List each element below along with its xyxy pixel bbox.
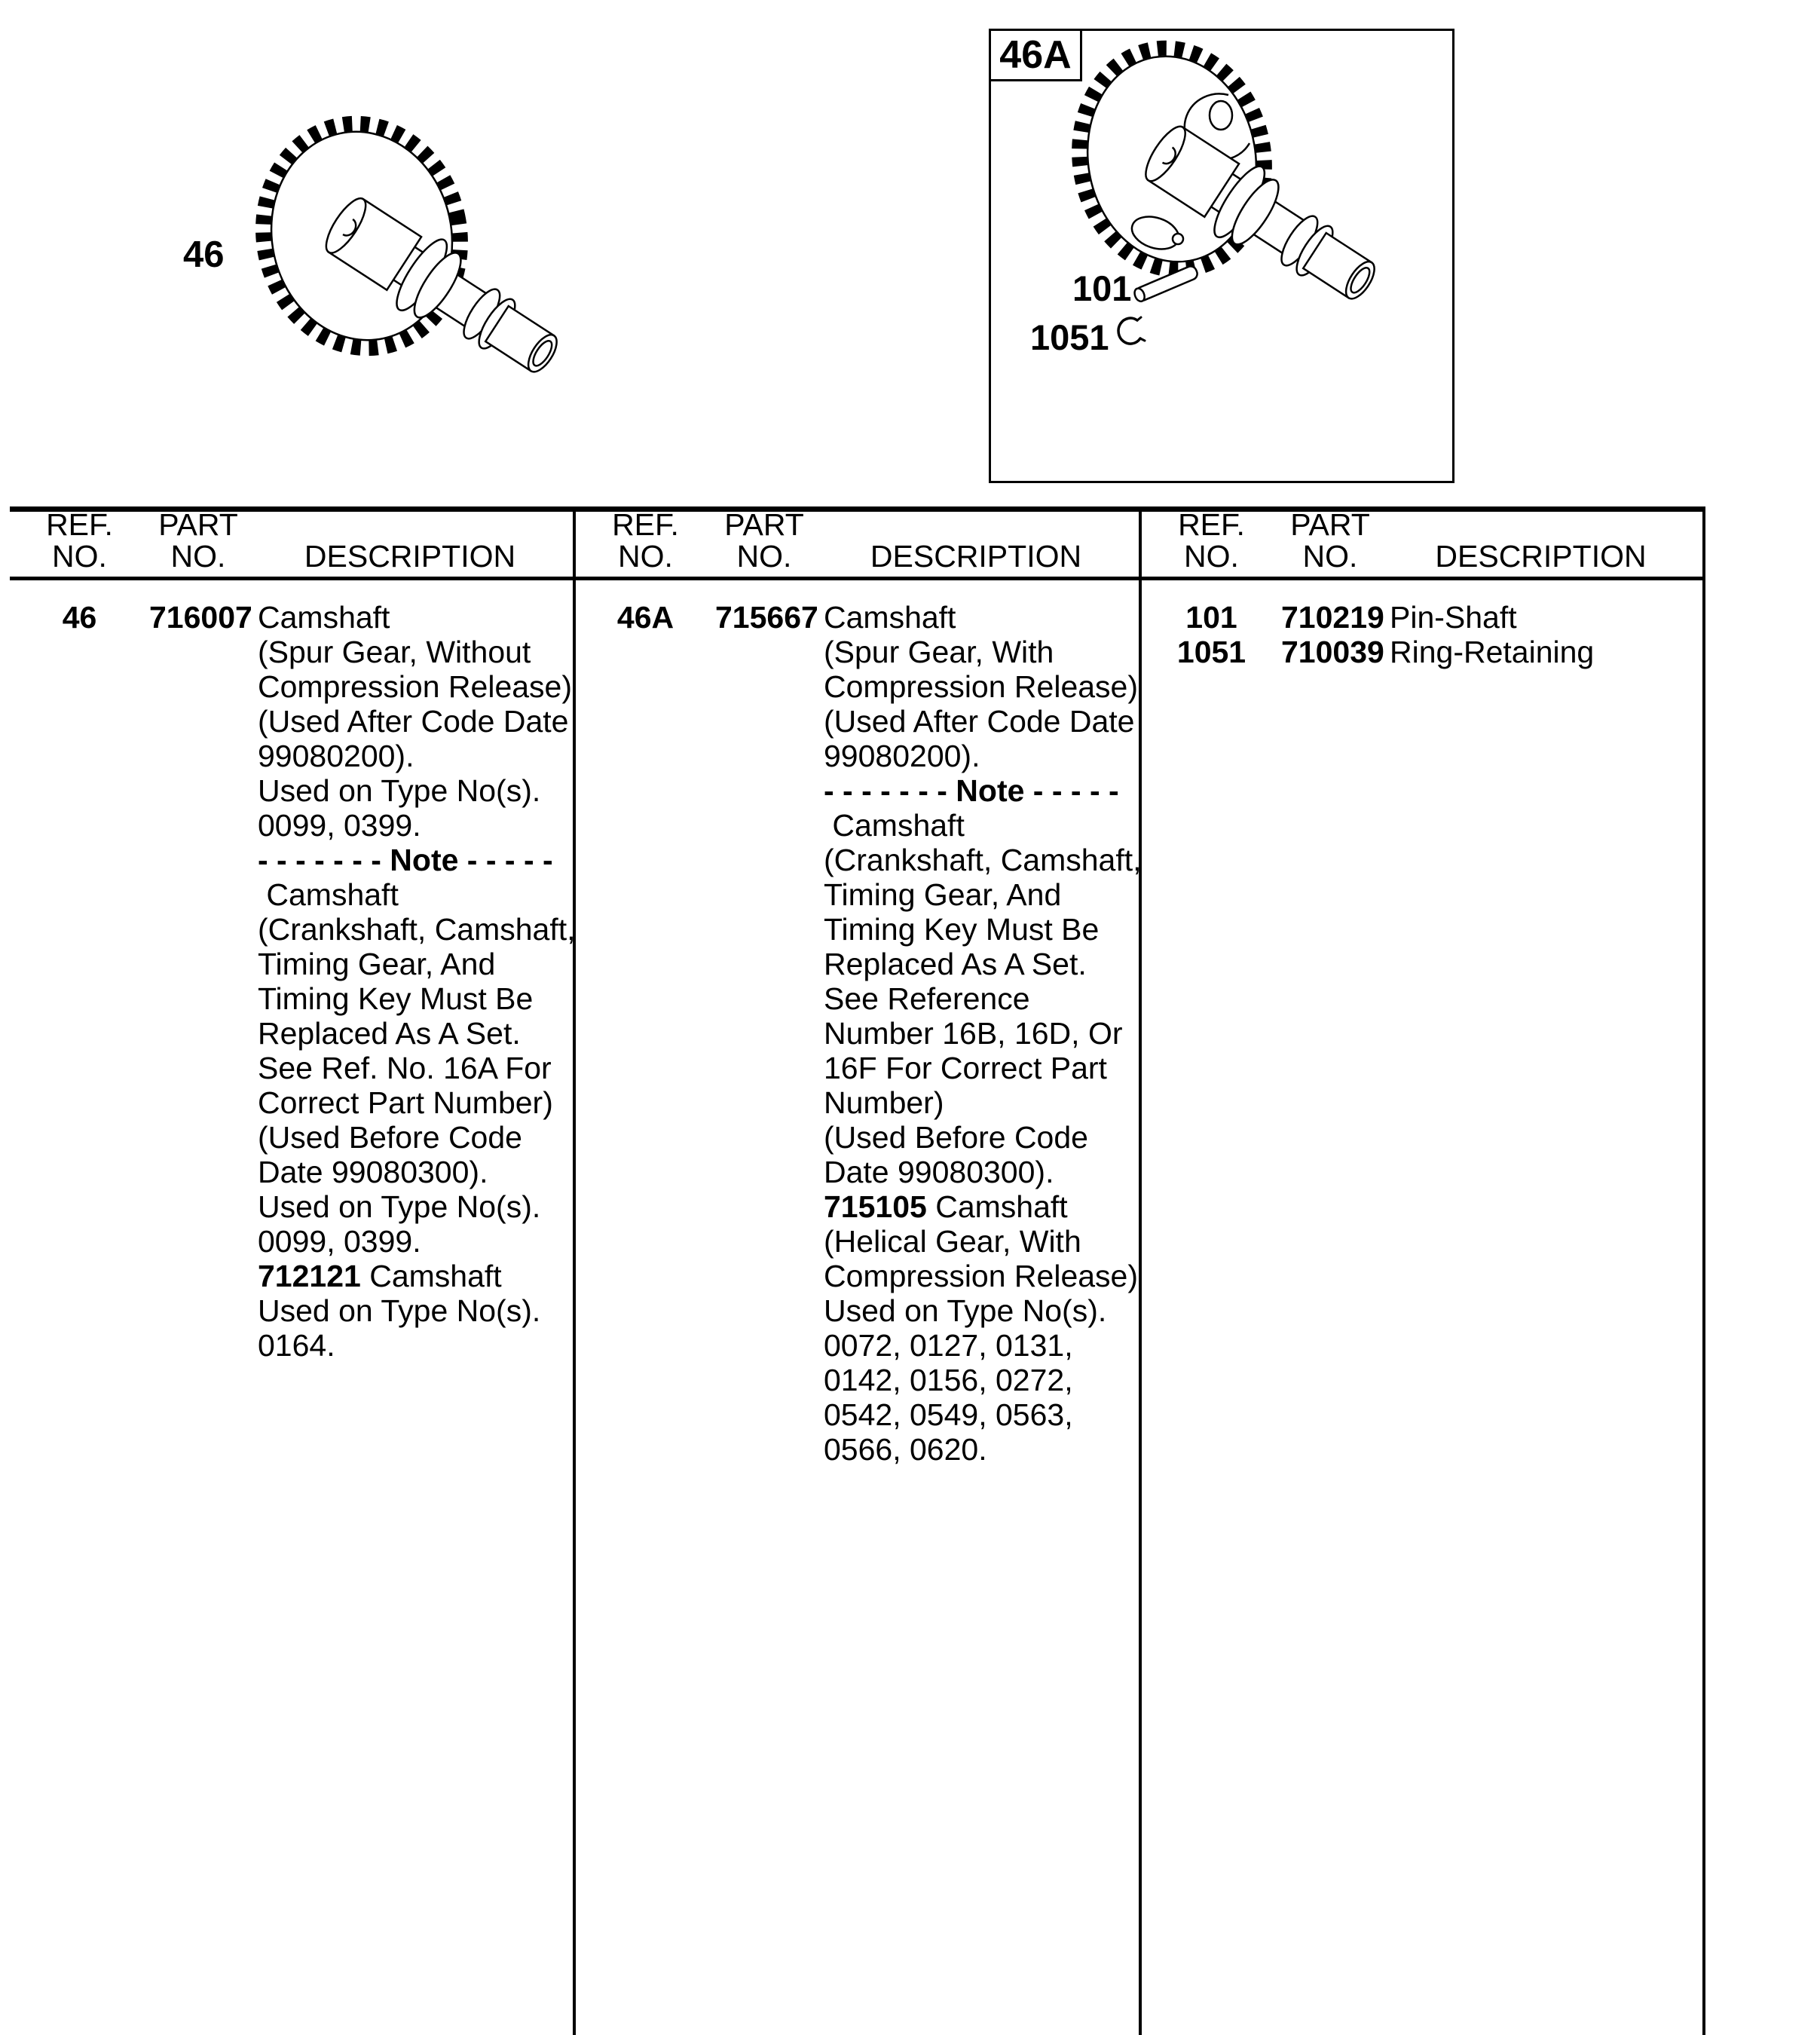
inset-figure-box bbox=[989, 29, 1454, 483]
ref-header: NO. bbox=[1184, 539, 1239, 574]
ref-1051-callout: 1051 bbox=[1030, 317, 1109, 357]
parts-column-2 bbox=[573, 507, 1142, 2035]
ref-46a-callout: 46A bbox=[989, 29, 1082, 81]
parts-column-3 bbox=[1139, 507, 1702, 2035]
part-header: NO. bbox=[1302, 539, 1358, 574]
parts-entry bbox=[1142, 600, 1702, 635]
retaining-ring-icon bbox=[1110, 311, 1148, 353]
ref-no: 46 bbox=[62, 600, 97, 635]
parts-entry bbox=[1142, 635, 1702, 669]
column-header bbox=[1142, 507, 1702, 580]
parts-entry bbox=[576, 600, 1142, 1467]
description-header: DESCRIPTION bbox=[1435, 539, 1647, 574]
part-no: 715667 bbox=[715, 600, 818, 635]
column-header bbox=[10, 507, 573, 580]
part-header: PART bbox=[158, 507, 238, 542]
entries bbox=[1142, 580, 1702, 669]
description: Ring-Retaining bbox=[1390, 635, 1595, 669]
parts-column-1 bbox=[10, 507, 576, 2035]
part-header: NO. bbox=[736, 539, 792, 574]
part-header: NO. bbox=[170, 539, 226, 574]
description: Pin-Shaft bbox=[1390, 600, 1517, 635]
ref-header: REF. bbox=[1178, 507, 1245, 542]
ref-no: 46A bbox=[616, 600, 674, 635]
ref-101-callout: 101 bbox=[1072, 268, 1132, 308]
part-header: PART bbox=[1290, 507, 1370, 542]
column-header bbox=[576, 507, 1139, 580]
ref-header: REF. bbox=[612, 507, 679, 542]
ref-header: NO. bbox=[52, 539, 107, 574]
ref-header: REF. bbox=[46, 507, 113, 542]
pin-shaft-icon bbox=[1125, 257, 1208, 310]
description: Camshaft (Spur Gear, With Compression Release) (Used After Code Date 99080200). - - - - - - - Note - - - - - Camshaft (Crankshaft, Camshaft, Timing Gear, And Timing Key Must Be Replaced As A Set. See Reference Number 16B, 16D, Or 16F For Correct Part Number) (Used Before Code Date 99080300). 715105 Camshaft (Helical Gear, With Compression Release) Used on Type No(s). 0072, 0127, 0131, 0142, 0156, 0272, 0542, 0549, 0563, 0566, 0620. bbox=[824, 600, 1142, 1467]
camshaft-46-drawing bbox=[226, 96, 580, 390]
part-header: PART bbox=[724, 507, 804, 542]
part-no: 716007 bbox=[149, 600, 252, 635]
ref-46-callout: 46 bbox=[183, 234, 225, 275]
ref-header: NO. bbox=[618, 539, 673, 574]
part-no: 710219 bbox=[1281, 600, 1384, 635]
ref-no: 101 bbox=[1185, 600, 1237, 635]
parts-table bbox=[10, 506, 1705, 2035]
part-no: 710039 bbox=[1281, 635, 1384, 669]
parts-entry bbox=[10, 600, 576, 1363]
entries bbox=[10, 580, 576, 1363]
description-header: DESCRIPTION bbox=[870, 539, 1082, 574]
description: Camshaft (Spur Gear, Without Compression Release) (Used After Code Date 99080200). Used on Type No(s). 0099, 0399. - - - - - - - Note - - - - - Camshaft (Crankshaft, Camshaft, Timing Gear, And Timing Key Must Be Replaced As A Set. See Ref. No. 16A For Correct Part Number) (Used Before Code Date 99080300). Used on Type No(s). 0099, 0399. 712121 Camshaft Used on Type No(s). 0164. bbox=[258, 600, 576, 1363]
entries bbox=[576, 580, 1142, 1467]
ref-no: 1051 bbox=[1176, 635, 1246, 669]
description-header: DESCRIPTION bbox=[304, 539, 516, 574]
